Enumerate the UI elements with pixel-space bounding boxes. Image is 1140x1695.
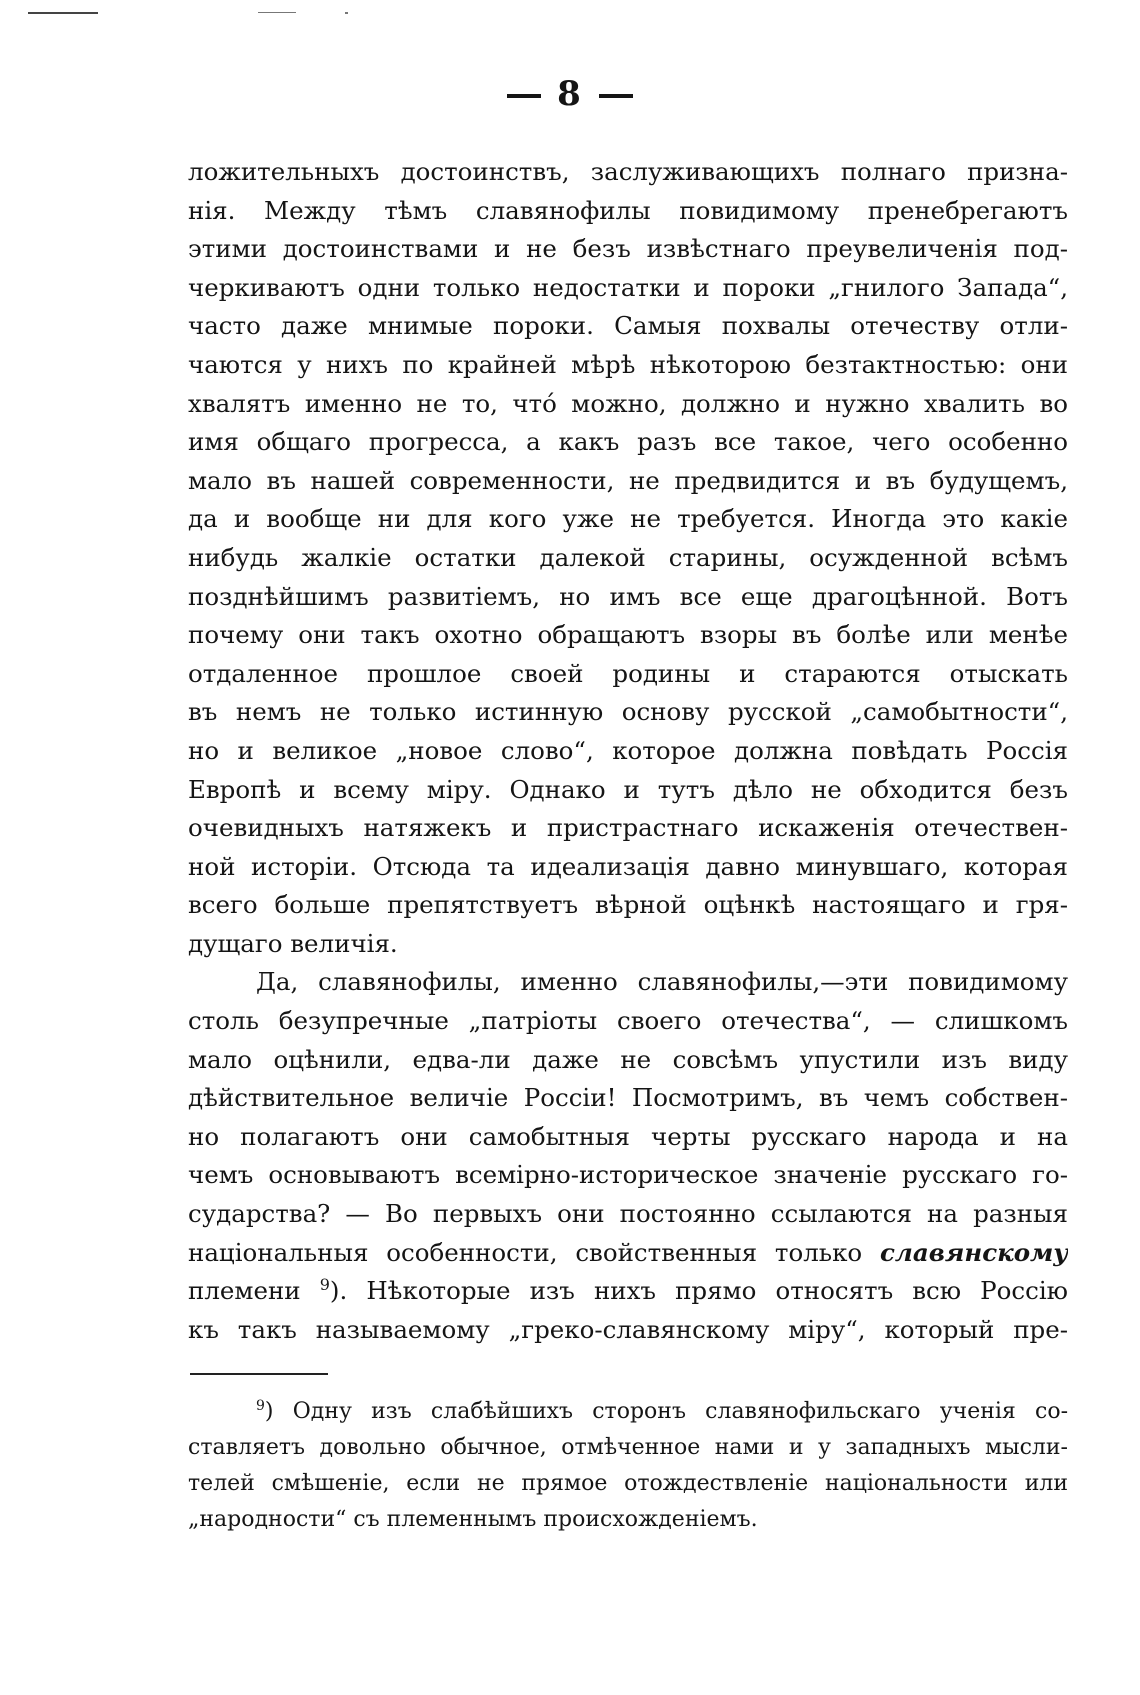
top-edge-mark (345, 12, 348, 14)
top-edge-mark (258, 12, 296, 13)
page-number: 8 (557, 74, 583, 114)
text-line: дѣйствительное величіе Россіи! Посмотримъ, въ чемъ собствен- (188, 1083, 1068, 1113)
top-edge-mark (28, 12, 98, 14)
text-run: ). Нѣкоторые изъ нихъ прямо относятъ всю Россію (329, 1276, 1068, 1306)
text-line: ложительныхъ достоинствъ, заслуживающихъ полнаго призна- (188, 157, 1068, 186)
text-line: отдаленное прошлое своей родины и стараются отыскать (188, 658, 1068, 688)
text-line (188, 1272, 1068, 1311)
page-number-dash-right (599, 94, 633, 98)
footnote (188, 1394, 1068, 1538)
text-line: нія. Между тѣмъ славянофилы повидимому пренебрегаютъ (188, 195, 1068, 225)
text-line: хвалятъ именно не то, что́ можно, должно и нужно хвалить во (188, 388, 1068, 418)
footnote-divider (190, 1373, 328, 1375)
text-line: имя общаго прогресса, а какъ разъ все такое, чего особенно (188, 427, 1068, 457)
text-line: Да, славянофилы, именно славянофилы,—эти повидимому (256, 967, 1068, 997)
text-line: всего больше препятствуетъ вѣрной оцѣнкѣ настоящаго и гря- (188, 890, 1068, 920)
text-run: ) Одну изъ слабѣйшихъ сторонъ славянофильскаго ученія со- (264, 1399, 1068, 1424)
page-number-dash-left (507, 94, 541, 98)
footnote-line: телей смѣшеніе, если не прямое отождествленіе національности или (188, 1471, 1068, 1496)
text-line: Европѣ и всему міру. Однако и тутъ дѣло не обходится безъ (188, 774, 1068, 804)
text-run: племени (188, 1276, 301, 1306)
text-line: часто даже мнимые пороки. Самыя похвалы отечеству отли- (188, 311, 1068, 341)
text-line: очевидныхъ натяжекъ и пристрастнаго искаженія отечествен- (188, 813, 1068, 843)
text-line: но и великое „новое слово“, которое должна повѣдать Россія (188, 735, 1068, 765)
emphasized-word: славянскому (880, 1237, 1068, 1267)
text-line: столь безупречные „патріоты своего отечества“, — слишкомъ (188, 1006, 1068, 1036)
text-line: черкиваютъ одни только недостатки и пороки „гнилого Запада“, (188, 272, 1068, 302)
text-run: національныя особенности, свойственныя только (188, 1237, 863, 1267)
text-line: сударства? — Во первыхъ они постоянно ссылаются на разныя (188, 1199, 1068, 1229)
text-line: къ такъ называемому „греко-славянскому міру“, который пре- (188, 1314, 1068, 1344)
text-line: ной исторіи. Отсюда та идеализація давно минувшаго, которая (188, 851, 1068, 881)
text-line: да и вообще ни для кого уже не требуется. Иногда это какіе (188, 504, 1068, 534)
footnote-line (188, 1394, 1068, 1430)
text-line: нибудь жалкіе остатки далекой старины, осужденной всѣмъ (188, 542, 1068, 572)
footnote-reference: 9 (319, 1275, 330, 1295)
text-line: этими достоинствами и не безъ извѣстнаго преувеличенія под- (188, 234, 1068, 264)
footnote-line: „народности“ съ племеннымъ происхожденіемъ. (188, 1507, 758, 1532)
text-line: но полагаютъ они самобытныя черты русскаго народа и на (188, 1121, 1068, 1151)
text-line (188, 1234, 1068, 1273)
page-number-header (0, 74, 1140, 114)
footnote-marker: 9 (256, 1398, 265, 1414)
text-line: въ немъ не только истинную основу русской „самобытности“, (188, 697, 1068, 727)
footnote-line: ставляетъ довольно обычное, отмѣченное нами и у западныхъ мысли- (188, 1435, 1068, 1460)
text-line: мало въ нашей современности, не предвидится и въ будущемъ, (188, 465, 1068, 495)
text-line: почему они такъ охотно обращаютъ взоры въ болѣе или менѣе (188, 620, 1068, 650)
text-line: дущаго величія. (188, 928, 398, 958)
text-line: чаются у нихъ по крайней мѣрѣ нѣкоторою безтактностью: они (188, 349, 1068, 379)
text-line: позднѣйшимъ развитіемъ, но имъ все еще драгоцѣнной. Вотъ (188, 581, 1068, 611)
text-line: мало оцѣнили, едва-ли даже не совсѣмъ упустили изъ виду (188, 1044, 1068, 1074)
body-text (188, 153, 1068, 1349)
text-line: чемъ основываютъ всемірно-историческое значеніе русскаго го- (188, 1160, 1068, 1190)
